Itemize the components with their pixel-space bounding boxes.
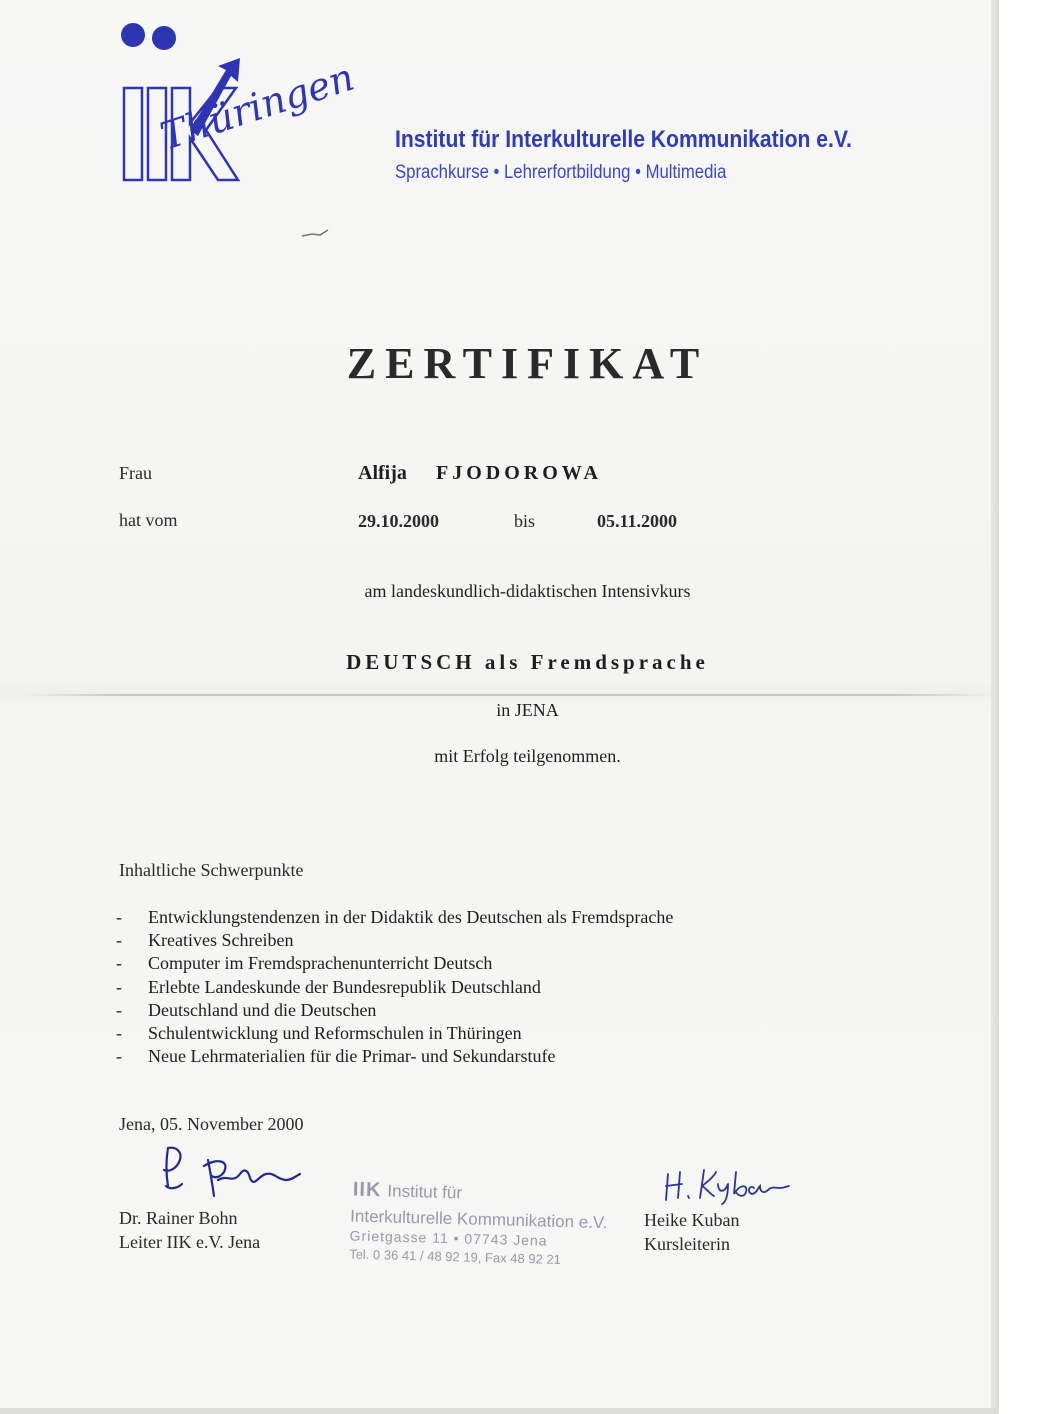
course-result: mit Erfolg teilgenommen. [434,746,621,766]
organization-stamp [349,1174,621,1275]
period-label: hat vom [119,510,178,530]
salutation: Frau [119,463,152,483]
topic-text: Schulentwicklung und Reformschulen in Thüringen [148,1022,522,1043]
signer-left-role: Leiter IIK e.V. Jena [119,1232,261,1252]
stamp-line1: Institut für [387,1181,463,1203]
signer-right-role: Kursleiterin [644,1234,730,1254]
signer-right-name: Heike Kuban [644,1210,740,1230]
stamp-line4: Tel. 0 36 41 / 48 92 19, Fax 48 92 21 [348,1246,562,1267]
signature-left [158,1140,308,1204]
bullet-dash: - [116,1046,122,1067]
svg-text:Thüringen: Thüringen [155,54,360,159]
topic-text: Erlebte Landeskunde der Bundesrepublik Deutschland [148,976,541,997]
signer-left-name: Dr. Rainer Bohn [119,1208,238,1228]
period-between: bis [514,511,536,531]
topic-text: Neue Lehrmaterialien für die Primar- und Sekundarstufe [148,1046,556,1067]
bullet-dash: - [116,930,122,951]
stamp-line2: Interkulturelle Kommunikation e.V. [349,1206,608,1233]
topic-text: Kreatives Schreiben [148,930,294,951]
course-intro: am landeskundlich-didaktischen Intensivkurs [364,581,691,601]
topic-text: Deutschland und die Deutschen [148,999,377,1020]
date-to: 05.11.2000 [597,511,678,531]
topic-text: Computer im Fremdsprachenunterricht Deutsch [148,953,493,974]
recipient-last-name: FJODOROWA [436,462,602,484]
bullet-dash: - [116,907,122,927]
bullet-dash: - [116,976,122,997]
stamp-line3: Grietgasse 11 • 07743 Jena [349,1227,548,1249]
bullet-dash: - [116,999,122,1020]
page-edge [0,1408,999,1414]
recipient-first-name: Alfija [358,462,407,484]
fold-line [20,694,995,696]
course-location: in JENA [496,700,559,720]
topic-text: Entwicklungstendenzen in der Didaktik des Deutschen als Fremdsprache [148,907,674,927]
iik-thueringen-logo [118,18,360,190]
scan-mark [300,226,334,242]
course-name: DEUTSCH als Fremdsprache [346,650,709,674]
topics-heading: Inhaltliche Schwerpunkte [119,860,304,880]
certificate-title: ZERTIFIKAT [346,339,709,388]
date-from: 29.10.2000 [358,511,439,531]
bullet-dash: - [116,953,122,974]
organization-name: Institut für Interkulturelle Kommunikation e.V. [395,126,852,153]
signature-right [660,1162,790,1206]
place-and-date: Jena, 05. November 2000 [119,1114,304,1134]
stamp-logo: IIK [352,1178,382,1202]
bullet-dash: - [116,1022,122,1043]
organization-tagline: Sprachkurse • Lehrerfortbildung • Multimedia [395,162,727,183]
